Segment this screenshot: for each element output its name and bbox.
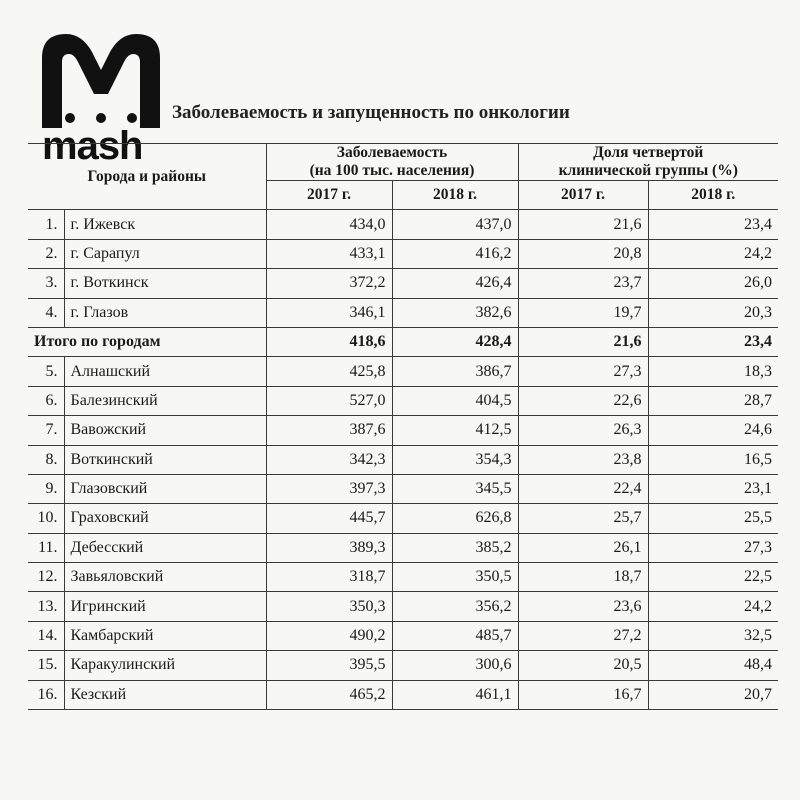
table-row — [28, 680, 778, 709]
row-number: 9. — [28, 474, 64, 503]
row-name: г. Воткинск — [64, 269, 266, 298]
row-inc-2017: 397,3 — [266, 474, 392, 503]
row-share-2018: 27,3 — [648, 533, 778, 562]
table-row — [28, 298, 778, 327]
row-name: г. Ижевск — [64, 210, 266, 239]
row-name: Дебесский — [64, 533, 266, 562]
row-number: 16. — [28, 680, 64, 709]
document-title: Заболеваемость и запущенность по онкологии — [172, 102, 570, 123]
row-inc-2018: 386,7 — [392, 357, 518, 386]
table-row — [28, 651, 778, 680]
header-share-line1: Доля четвертой — [593, 144, 704, 161]
row-name: г. Сарапул — [64, 239, 266, 268]
row-inc-2018: 382,6 — [392, 298, 518, 327]
row-number: 11. — [28, 533, 64, 562]
row-name: Камбарский — [64, 621, 266, 650]
row-name: Алнашский — [64, 357, 266, 386]
total-inc-2018: 428,4 — [392, 327, 518, 356]
row-share-2017: 27,2 — [518, 621, 648, 650]
row-share-2017: 21,6 — [518, 210, 648, 239]
row-share-2018: 22,5 — [648, 563, 778, 592]
header-incidence-line2: (на 100 тыс. населения) — [309, 162, 475, 179]
table-row — [28, 210, 778, 239]
row-number: 12. — [28, 563, 64, 592]
row-name: Балезинский — [64, 386, 266, 415]
header-share — [518, 144, 778, 181]
row-inc-2017: 372,2 — [266, 269, 392, 298]
row-inc-2017: 465,2 — [266, 680, 392, 709]
header-incidence — [266, 144, 518, 181]
row-inc-2018: 404,5 — [392, 386, 518, 415]
row-share-2018: 25,5 — [648, 504, 778, 533]
row-name: Воткинский — [64, 445, 266, 474]
table-row — [28, 533, 778, 562]
row-name: Кезский — [64, 680, 266, 709]
row-inc-2018: 385,2 — [392, 533, 518, 562]
row-inc-2017: 387,6 — [266, 416, 392, 445]
header-share-2018: 2018 г. — [648, 181, 778, 210]
row-inc-2018: 626,8 — [392, 504, 518, 533]
row-name: г. Глазов — [64, 298, 266, 327]
row-share-2018: 24,2 — [648, 239, 778, 268]
row-number: 2. — [28, 239, 64, 268]
row-share-2017: 26,3 — [518, 416, 648, 445]
row-share-2017: 22,4 — [518, 474, 648, 503]
row-share-2017: 20,8 — [518, 239, 648, 268]
row-share-2017: 26,1 — [518, 533, 648, 562]
row-number: 7. — [28, 416, 64, 445]
table-row — [28, 445, 778, 474]
row-name: Каракулинский — [64, 651, 266, 680]
row-share-2017: 20,5 — [518, 651, 648, 680]
row-share-2018: 48,4 — [648, 651, 778, 680]
total-inc-2017: 418,6 — [266, 327, 392, 356]
row-inc-2017: 395,5 — [266, 651, 392, 680]
table-row — [28, 386, 778, 415]
row-share-2018: 28,7 — [648, 386, 778, 415]
row-name: Завьяловский — [64, 563, 266, 592]
row-inc-2018: 461,1 — [392, 680, 518, 709]
row-inc-2017: 350,3 — [266, 592, 392, 621]
row-inc-2017: 318,7 — [266, 563, 392, 592]
row-share-2017: 27,3 — [518, 357, 648, 386]
row-inc-2018: 437,0 — [392, 210, 518, 239]
row-name: Граховский — [64, 504, 266, 533]
row-name: Вавожский — [64, 416, 266, 445]
table-row — [28, 592, 778, 621]
row-inc-2017: 346,1 — [266, 298, 392, 327]
header-incidence-line1: Заболеваемость — [336, 144, 448, 161]
row-number: 3. — [28, 269, 64, 298]
row-share-2018: 16,5 — [648, 445, 778, 474]
row-number: 4. — [28, 298, 64, 327]
table-row — [28, 357, 778, 386]
row-inc-2017: 445,7 — [266, 504, 392, 533]
table-row — [28, 504, 778, 533]
row-inc-2017: 389,3 — [266, 533, 392, 562]
table-row — [28, 621, 778, 650]
row-share-2017: 19,7 — [518, 298, 648, 327]
row-share-2018: 23,1 — [648, 474, 778, 503]
row-name: Глазовский — [64, 474, 266, 503]
header-share-line2: клинической группы (%) — [558, 162, 738, 179]
row-share-2018: 20,3 — [648, 298, 778, 327]
row-share-2017: 23,7 — [518, 269, 648, 298]
row-inc-2018: 300,6 — [392, 651, 518, 680]
row-number: 13. — [28, 592, 64, 621]
row-share-2017: 23,8 — [518, 445, 648, 474]
row-inc-2018: 412,5 — [392, 416, 518, 445]
row-inc-2017: 434,0 — [266, 210, 392, 239]
total-share-2018: 23,4 — [648, 327, 778, 356]
row-number: 1. — [28, 210, 64, 239]
row-number: 15. — [28, 651, 64, 680]
row-number: 8. — [28, 445, 64, 474]
row-share-2017: 23,6 — [518, 592, 648, 621]
header-inc-2018: 2018 г. — [392, 181, 518, 210]
row-share-2017: 16,7 — [518, 680, 648, 709]
row-inc-2018: 350,5 — [392, 563, 518, 592]
row-share-2017: 18,7 — [518, 563, 648, 592]
row-share-2017: 22,6 — [518, 386, 648, 415]
row-inc-2018: 345,5 — [392, 474, 518, 503]
row-share-2018: 24,2 — [648, 592, 778, 621]
row-inc-2017: 433,1 — [266, 239, 392, 268]
header-share-2017: 2017 г. — [518, 181, 648, 210]
row-inc-2017: 527,0 — [266, 386, 392, 415]
row-inc-2018: 485,7 — [392, 621, 518, 650]
table-row — [28, 474, 778, 503]
header-inc-2017: 2017 г. — [266, 181, 392, 210]
row-name: Игринский — [64, 592, 266, 621]
table-row — [28, 269, 778, 298]
table-row — [28, 416, 778, 445]
row-number: 14. — [28, 621, 64, 650]
row-inc-2018: 354,3 — [392, 445, 518, 474]
table-row — [28, 563, 778, 592]
row-inc-2018: 356,2 — [392, 592, 518, 621]
row-inc-2017: 342,3 — [266, 445, 392, 474]
row-share-2018: 18,3 — [648, 357, 778, 386]
row-number: 10. — [28, 504, 64, 533]
brand-wordmark: mash — [42, 124, 143, 168]
row-number: 5. — [28, 357, 64, 386]
row-share-2018: 26,0 — [648, 269, 778, 298]
total-share-2017: 21,6 — [518, 327, 648, 356]
header-cities: Города и районы — [28, 144, 266, 210]
row-inc-2017: 490,2 — [266, 621, 392, 650]
table-row — [28, 239, 778, 268]
row-share-2017: 25,7 — [518, 504, 648, 533]
row-inc-2018: 416,2 — [392, 239, 518, 268]
row-share-2018: 32,5 — [648, 621, 778, 650]
row-share-2018: 20,7 — [648, 680, 778, 709]
row-share-2018: 23,4 — [648, 210, 778, 239]
total-label: Итого по городам — [28, 327, 266, 356]
row-share-2018: 24,6 — [648, 416, 778, 445]
row-number: 6. — [28, 386, 64, 415]
row-inc-2017: 425,8 — [266, 357, 392, 386]
total-row — [28, 327, 778, 356]
oncology-table — [28, 143, 778, 710]
row-inc-2018: 426,4 — [392, 269, 518, 298]
